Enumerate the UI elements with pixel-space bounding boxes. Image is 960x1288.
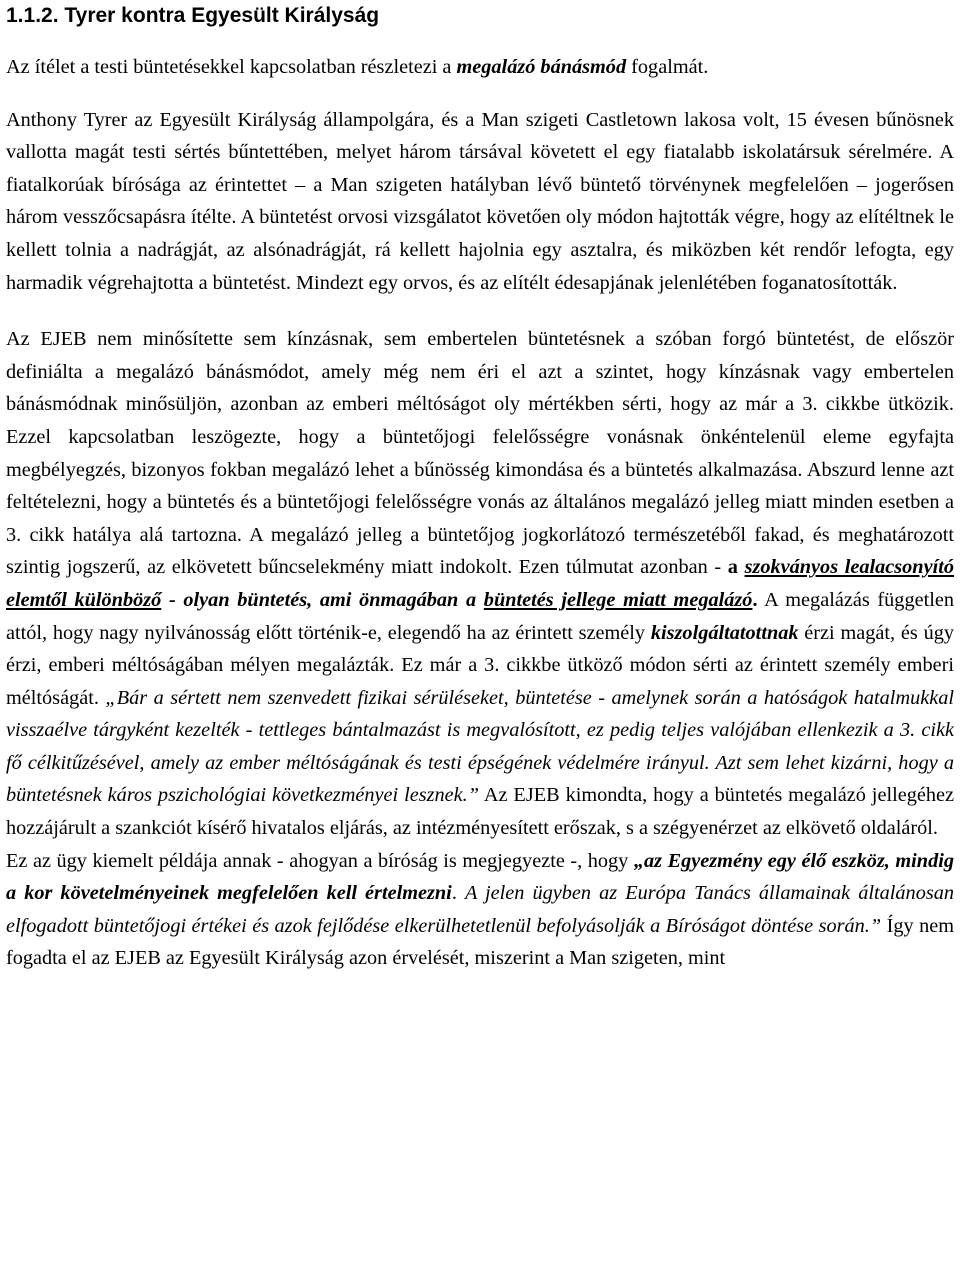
assessment-emphasis-2: - olyan büntetés, ami önmagában a (161, 588, 484, 611)
intro-paragraph (6, 51, 954, 84)
assessment-quote: „Bár a sértett nem szenvedett fizikai sérüléseket, büntetése - amelynek során a hatóságok hatalmukkal visszaélve tárgyként kezelték - tettleges bántalmazást is megvalósított, ez pedig teljes valójában ellenkezik a 3. cikk fő célkitűzésével, amely az ember méltóságának és testi épségének védelmére irányul. Azt sem lehet kizárni, hogy a büntetésnek káros pszichológiai következményei lesznek.” (6, 686, 955, 807)
living-text: Ez az ügy kiemelt példája annak - ahogyan a bíróság is megjegyezte -, hogy (6, 849, 634, 872)
section-heading: 1.1.2. Tyrer kontra Egyesült Királyság (6, 4, 380, 27)
assessment-emphasis-1: szokványos lealacsonyító elemtől különböző (6, 556, 954, 611)
assessment-text-3: érzi magát, és úgy érzi, emberi méltóságában mélyen megalázták. Ez már a 3. cikkbe ütköző módon sérti az érintett személy emberi méltóságát. (6, 621, 955, 709)
assessment-text-2: A megalázás független attól, hogy nagy nyilvánosság előtt történik-e, elegendő ha az érintett személy (6, 588, 954, 644)
assessment-bold-article: a (727, 556, 745, 579)
court-assessment-paragraph (6, 323, 954, 845)
living-quote-bold: „az Egyezmény egy élő eszköz, mindig a kor követelményeinek megfelelően kell értelmezni (6, 849, 954, 905)
assessment-emphasis-4: kiszolgáltatottnak (650, 621, 799, 644)
assessment-bold-period: . (752, 588, 758, 611)
intro-text-end: fogalmát. (626, 56, 709, 78)
living-instrument-paragraph (6, 845, 954, 975)
assessment-text: Az EJEB nem minősítette sem kínzásnak, sem embertelen büntetésnek a szóban forgó büntetést, de először definiálta a megalázó bánásmódot, amely még nem éri el azt a szintet, hogy kínzásnak vagy embertelen bánásmódnak minősüljön, azonban az emberi méltóságot oly mértékben sérti, hogy az már a 3. cikkbe ütközik. Ezzel kapcsolatban leszögezte, hogy a büntetőjogi felelősségre vonásnak önkéntelenül eleme egyfajta megbélyegzés, bizonyos fokban megalázó lehet a bűnösség kimondása és a büntetés alkalmazása. Abszurd lenne azt feltételezni, hogy a büntetés és a büntetőjogi felelősségre vonás az általános megalázó jelleg miatt minden esetben a 3. cikk hatálya alá tartozna. A megalázó jelleg a büntetőjog jogkorlátozó természetéből fakad, és meghatározott szintig jogszerű, az elkövetett bűncselekmény miatt indokolt. Ezen túlmutat azonban - (6, 328, 954, 579)
facts-paragraph: Anthony Tyrer az Egyesült Királyság állampolgára, és a Man szigeti Castletown lakosa volt, 15 évesen bűnösnek vallotta magát testi sértés bűntettében, melyet három társával követett el egy fiatalabb iskolatársuk sérelmére. A fiatalkorúak bírósága az érintettet – a Man szigeten hatályban lévő büntető törvénynek megfelelően – jogerősen három vesszőcsapásra ítélte. A büntetést orvosi vizsgálatot követően oly módon hajtották végre, hogy az elítéltnek le kellett tolnia a nadrágját, az alsónadrágját, rá kellett hajolnia egy asztalra, és miközben két rendőr lefogta, egy harmadik végrehajtotta a büntetést. Mindezt egy orvos, és az elítélt édesapjának jelenlétében foganatosították. (6, 108, 954, 294)
intro-text: Az ítélet a testi büntetésekkel kapcsolatban részletezi a (6, 56, 457, 78)
assessment-text-4: Az EJEB kimondta, hogy a büntetés megalázó jellegéhez hozzájárult a szankciót kísérő hivatalos eljárás, az intézményesített erőszak, s a szégyenérzet az elkövető oldaláról. (6, 784, 954, 840)
living-text-2: . (451, 882, 465, 905)
intro-emphasis: megalázó bánásmód (456, 56, 627, 78)
living-text-3: Így nem fogadta el az EJEB az Egyesült Királyság azon érvelését, miszerint a Man szigeten, mint (6, 914, 955, 970)
assessment-emphasis-3: büntetés jellege miatt megalázó (483, 588, 753, 611)
living-quote-italic: A jelen ügyben az Európa Tanács államainak általánosan elfogadott büntetőjogi értékei és azok fejlődése elkerülhetetlenül befolyásolják a Bíróságot döntése során.” (6, 882, 955, 937)
